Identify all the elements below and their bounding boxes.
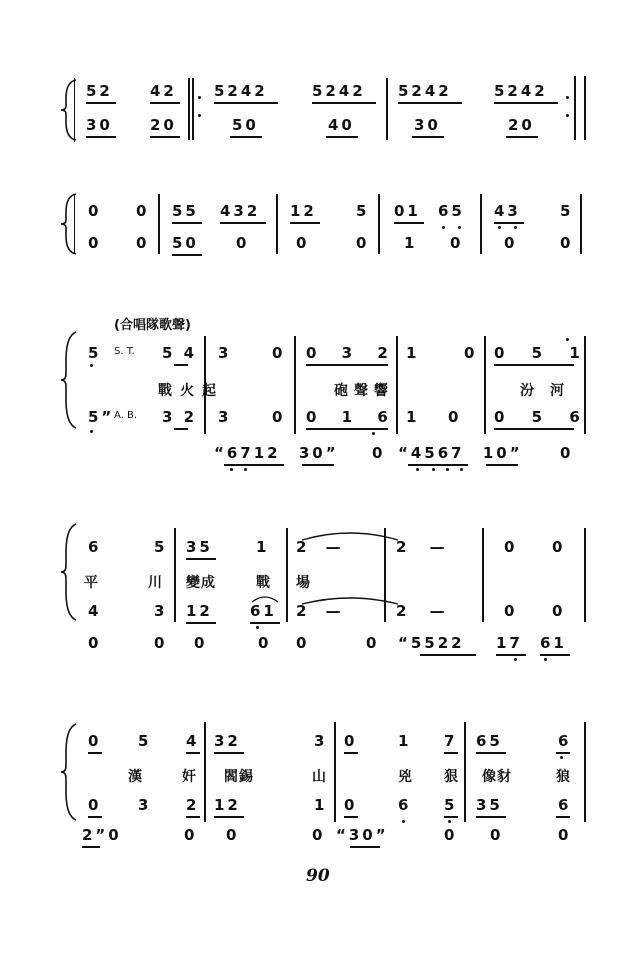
slur-arc xyxy=(250,594,280,604)
instrument-line: 0 xyxy=(366,634,380,652)
note-group: 01 xyxy=(394,202,421,220)
beam-line xyxy=(444,752,458,754)
low-octave-dot xyxy=(544,658,547,661)
repeat-dot xyxy=(198,96,201,99)
beam-line xyxy=(150,102,180,104)
note-group: 12 xyxy=(214,796,241,814)
barline xyxy=(204,722,206,822)
note-group: 5242 xyxy=(312,82,366,100)
note: 5 xyxy=(560,202,574,220)
beam-line xyxy=(172,254,202,256)
beam-line xyxy=(326,136,358,138)
beam-line xyxy=(494,364,574,366)
beam-line xyxy=(398,102,462,104)
lyric-text: 像豺 xyxy=(482,769,512,785)
beam-line xyxy=(174,364,188,366)
beam-line xyxy=(312,102,376,104)
lyric-text: 場 xyxy=(296,575,311,591)
beam-line xyxy=(86,102,116,104)
beam-line xyxy=(214,102,278,104)
note: 3 xyxy=(218,408,232,426)
note: 0 xyxy=(272,408,286,426)
lyric-text: 閻錫 xyxy=(224,769,254,785)
instrument-line: 0 xyxy=(312,826,326,844)
low-octave-dot xyxy=(448,820,451,823)
instrument-line: 0 xyxy=(560,444,574,462)
beam-line xyxy=(82,846,100,848)
instrument-line: 0 xyxy=(88,634,102,652)
beam-line xyxy=(88,816,102,818)
note: 3 xyxy=(138,796,152,814)
note-group: 0 5 6 xyxy=(494,408,583,426)
tie-arc xyxy=(300,528,400,542)
note: 2 — xyxy=(296,538,344,556)
system-brace xyxy=(58,722,80,822)
beam-line xyxy=(494,428,574,430)
note-group: 30 xyxy=(414,116,441,134)
note-group: 432 xyxy=(220,202,261,220)
low-octave-dot xyxy=(446,468,449,471)
beam-line xyxy=(496,654,526,656)
beam-line xyxy=(350,846,380,848)
note-group: 12 xyxy=(290,202,317,220)
beam-line xyxy=(394,222,424,224)
note: 0 xyxy=(88,202,102,220)
low-octave-dot xyxy=(442,226,445,229)
beam-line xyxy=(494,102,558,104)
instrument-line: 0 xyxy=(296,634,310,652)
low-octave-dot xyxy=(90,364,93,367)
barline xyxy=(174,528,176,622)
system-start-line xyxy=(74,194,75,254)
note: 5 xyxy=(138,732,152,750)
beam-line xyxy=(220,222,266,224)
note: 0 xyxy=(136,202,150,220)
note-group: 0 3 2 xyxy=(306,344,391,362)
note: 0 xyxy=(560,234,574,252)
low-octave-dot xyxy=(458,226,461,229)
note-group: 65 xyxy=(438,202,465,220)
note-group: 35 xyxy=(186,538,213,556)
note: 0 xyxy=(504,602,518,620)
instrument-line: 0 xyxy=(444,826,458,844)
note-group: 5242 xyxy=(494,82,548,100)
lyric-text: 汾河 xyxy=(520,383,580,399)
instrument-line: 0 xyxy=(194,634,208,652)
note: 5 xyxy=(356,202,370,220)
note: 0 xyxy=(356,234,370,252)
instrument-line: 0 xyxy=(154,634,168,652)
system-brace xyxy=(58,522,80,622)
note: 6 xyxy=(88,538,102,556)
low-octave-dot xyxy=(256,626,259,629)
lyric-text: 狠 xyxy=(444,769,459,785)
note: 4 xyxy=(186,732,200,750)
note-group: 65 xyxy=(476,732,503,750)
note: 7 xyxy=(444,732,458,750)
note: 0 xyxy=(88,796,102,814)
beam-line xyxy=(86,136,116,138)
low-octave-dot xyxy=(514,226,517,229)
note: 2 — xyxy=(396,602,448,620)
beam-line xyxy=(250,622,280,624)
barline xyxy=(386,78,388,140)
beam-line xyxy=(540,654,570,656)
note-group: 20 xyxy=(150,116,177,134)
end-barline xyxy=(574,76,576,140)
note-group: 5 4 xyxy=(162,344,198,362)
instrument-line: 0 xyxy=(258,634,272,652)
low-octave-dot xyxy=(90,430,93,433)
note: 4 xyxy=(88,602,102,620)
instrument-line: 61 xyxy=(540,634,567,652)
barline xyxy=(484,336,486,434)
note-group: 3 2 xyxy=(162,408,198,426)
note: 0 xyxy=(136,234,150,252)
lyric-text: 平 xyxy=(84,575,99,591)
page-number: 90 xyxy=(306,866,330,886)
low-octave-dot xyxy=(498,226,501,229)
repeat-dot xyxy=(566,114,569,117)
lyric-text: 山 xyxy=(312,769,327,785)
low-octave-dot xyxy=(432,468,435,471)
beam-line xyxy=(150,136,180,138)
beam-line xyxy=(302,464,334,466)
beam-line xyxy=(556,752,570,754)
low-octave-dot xyxy=(372,432,375,435)
note: 0 xyxy=(448,408,462,426)
note-group: 43 xyxy=(494,202,521,220)
note: 0 xyxy=(504,538,518,556)
note-group: 35 xyxy=(476,796,503,814)
note: 6 xyxy=(558,732,572,750)
barline xyxy=(384,528,386,622)
note-group: 20 xyxy=(508,116,535,134)
high-octave-dot xyxy=(566,338,569,341)
lyric-text: 戰 xyxy=(256,575,271,591)
instrument-line: 2”0 xyxy=(82,826,122,844)
note: 1 xyxy=(256,538,270,556)
note: 3 xyxy=(154,602,168,620)
barline xyxy=(480,194,482,254)
note-group: 0 1 6 xyxy=(306,408,391,426)
end-barline xyxy=(584,722,586,822)
note: 0 xyxy=(344,796,358,814)
note-group: 52 xyxy=(86,82,113,100)
note: 2 — xyxy=(296,602,344,620)
beam-line xyxy=(306,364,388,366)
beam-line xyxy=(476,752,506,754)
beam-line xyxy=(214,816,244,818)
note: 5 xyxy=(154,538,168,556)
barline xyxy=(276,194,278,254)
note: 0 xyxy=(236,234,250,252)
note: 0 xyxy=(272,344,286,362)
beam-line xyxy=(186,622,216,624)
lyric-text: 砲聲響 xyxy=(334,383,394,399)
note-group: 0 5 1 xyxy=(494,344,583,362)
beam-line xyxy=(344,752,358,754)
beam-line xyxy=(290,222,320,224)
key-note: 5 xyxy=(88,344,102,362)
note: 0 xyxy=(344,732,358,750)
lyric-text: 漢 xyxy=(128,769,143,785)
end-barline xyxy=(584,76,586,140)
system-brace xyxy=(58,78,80,142)
lyric-text: 狼 xyxy=(556,769,571,785)
note-group: 12 xyxy=(186,602,213,620)
note: 0 xyxy=(450,234,464,252)
note: 1 xyxy=(406,408,420,426)
note: 3 xyxy=(314,732,328,750)
note: 0 xyxy=(552,602,566,620)
instrument-line: “30” xyxy=(336,826,389,844)
beam-line xyxy=(556,816,570,818)
instrument-line: 0 xyxy=(558,826,572,844)
note: 0 xyxy=(552,538,566,556)
end-barline xyxy=(580,194,582,254)
note: 5 xyxy=(444,796,458,814)
beam-line xyxy=(476,816,506,818)
note: 0 xyxy=(464,344,478,362)
note: 2 xyxy=(186,796,200,814)
lyric-text: 戰火起 xyxy=(158,383,224,399)
key-note: 5” xyxy=(88,408,115,426)
barline xyxy=(482,528,484,622)
beam-line xyxy=(494,222,524,224)
system-start-line xyxy=(74,78,75,142)
low-octave-dot xyxy=(416,468,419,471)
low-octave-dot xyxy=(560,756,563,759)
instrument-line: “6712 30” xyxy=(214,444,339,462)
instrument-line: 0 xyxy=(184,826,198,844)
instrument-line: 0 xyxy=(372,444,386,462)
voice-label-ab: A. B. xyxy=(114,410,138,421)
beam-line xyxy=(486,464,518,466)
beam-line xyxy=(186,752,200,754)
voice-label-st: S. T. xyxy=(114,346,135,357)
barline xyxy=(158,194,160,254)
low-octave-dot xyxy=(460,468,463,471)
beam-line xyxy=(186,558,216,560)
repeat-dot xyxy=(566,96,569,99)
note-group: 5242 xyxy=(214,82,268,100)
beam-line xyxy=(172,222,202,224)
note: 0 xyxy=(88,234,102,252)
double-barline xyxy=(192,78,194,140)
note: 0 xyxy=(88,732,102,750)
barline xyxy=(396,336,398,434)
note-group: 5242 xyxy=(398,82,452,100)
note: 0 xyxy=(296,234,310,252)
beam-line xyxy=(306,428,388,430)
note: 1 xyxy=(406,344,420,362)
tie-arc xyxy=(300,594,400,606)
beam-line xyxy=(88,752,102,754)
barline xyxy=(294,336,296,434)
beam-line xyxy=(186,816,200,818)
note-group: 40 xyxy=(328,116,355,134)
beam-line xyxy=(412,136,444,138)
note: 2 — xyxy=(396,538,448,556)
lyric-text: 川 xyxy=(148,575,163,591)
beam-line xyxy=(444,816,458,818)
note: 1 xyxy=(314,796,328,814)
low-octave-dot xyxy=(244,468,247,471)
end-barline xyxy=(584,528,586,622)
beam-line xyxy=(224,464,284,466)
section-heading: (合唱隊歌聲) xyxy=(114,318,191,333)
double-barline xyxy=(188,78,190,140)
low-octave-dot xyxy=(402,820,405,823)
beam-line xyxy=(408,464,468,466)
note-group: 32 xyxy=(214,732,241,750)
instrument-line: 0 xyxy=(226,826,240,844)
note: 1 xyxy=(404,234,418,252)
low-octave-dot xyxy=(514,658,517,661)
beam-line xyxy=(506,136,538,138)
beam-line xyxy=(214,752,244,754)
note: 3 xyxy=(218,344,232,362)
barline xyxy=(378,194,380,254)
instrument-line: “5522 xyxy=(398,634,465,652)
beam-line xyxy=(344,816,358,818)
system-brace xyxy=(58,330,80,430)
lyric-text: 兇 xyxy=(398,769,413,785)
lyric-text: 變成 xyxy=(186,575,216,591)
instrument-line: “4567 10” xyxy=(398,444,523,462)
note-group: 55 xyxy=(172,202,199,220)
instrument-line: 0 xyxy=(490,826,504,844)
lyric-text: 奸 xyxy=(182,769,197,785)
note-group: 61 xyxy=(250,602,277,620)
beam-line xyxy=(174,428,188,430)
note-group: 50 xyxy=(172,234,199,252)
repeat-dot xyxy=(198,114,201,117)
note-group: 30 xyxy=(86,116,113,134)
note: 6 xyxy=(558,796,572,814)
low-octave-dot xyxy=(230,468,233,471)
note: 0 xyxy=(504,234,518,252)
note-group: 50 xyxy=(232,116,259,134)
system-brace xyxy=(58,192,80,256)
note: 1 xyxy=(398,732,412,750)
note: 6 xyxy=(398,796,412,814)
beam-line xyxy=(230,136,262,138)
barline xyxy=(286,528,288,622)
barline xyxy=(334,722,336,822)
barline xyxy=(464,722,466,822)
end-barline xyxy=(584,336,586,434)
instrument-line: 17 xyxy=(496,634,523,652)
note-group: 42 xyxy=(150,82,177,100)
beam-line xyxy=(420,654,476,656)
